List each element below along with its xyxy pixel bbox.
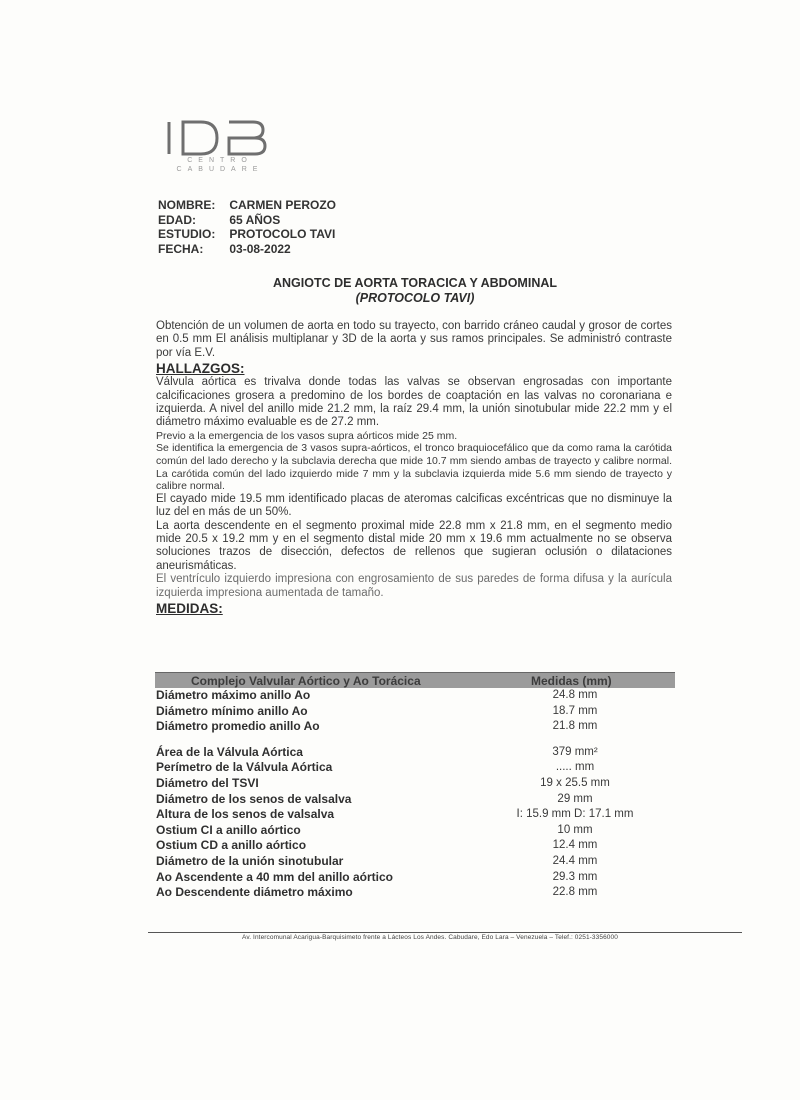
patient-age: 65 AÑOS xyxy=(229,212,281,227)
intro-paragraph: Obtención de un volumen de aorta en todo su trayecto, con barrido cráneo caudal y grosor de cortes en 0.5 mm El análisis multiplanar y 3D de la aorta y sus ramos principales. Se administró contraste por vía E.V. xyxy=(156,320,672,359)
name-label: NOMBRE: xyxy=(158,198,216,212)
row-label: Perímetro de la Válvula Aórtica xyxy=(156,760,333,775)
table-row xyxy=(155,719,675,735)
table-row xyxy=(155,854,675,870)
row-value: 29 mm xyxy=(557,792,593,805)
findings-arch: El cayado mide 19.5 mm identificado placas de ateromas calcificas excéntricas que no disminuye la luz del en más de un 50%. xyxy=(156,492,672,519)
age-row xyxy=(158,213,336,228)
name-row xyxy=(158,198,336,213)
table-group-valve xyxy=(155,745,675,901)
date-label: FECHA: xyxy=(158,241,204,256)
age-label: EDAD: xyxy=(158,212,196,227)
patient-name: CARMEN PEROZO xyxy=(229,198,337,212)
row-label: Área de la Válvula Aórtica xyxy=(156,744,303,759)
table-header xyxy=(155,672,675,688)
patient-date: 03-08-2022 xyxy=(229,241,291,256)
row-value: 24.8 mm xyxy=(552,689,598,701)
patient-info xyxy=(158,198,336,256)
table-row xyxy=(155,838,675,854)
footer-divider xyxy=(148,932,742,933)
report-title-block xyxy=(150,276,680,306)
row-value: 18.7 mm xyxy=(552,704,598,717)
patient-study: PROTOCOLO TAVI xyxy=(229,227,336,241)
row-label: Diámetro de la unión sinotubular xyxy=(156,853,344,868)
row-value: 29.3 mm xyxy=(552,870,598,883)
row-label: Diámetro promedio anillo Ao xyxy=(156,719,320,734)
report-body xyxy=(156,320,672,616)
table-row xyxy=(155,776,675,792)
row-label: Diámetro mínimo anillo Ao xyxy=(156,703,308,718)
table-row xyxy=(155,870,675,886)
date-row xyxy=(158,242,336,257)
row-value: 19 x 25.5 mm xyxy=(540,776,610,789)
study-row xyxy=(158,227,336,242)
footer-address: Av. Intercomunal Acarigua-Barquisimeto frente a Lácteos Los Andes. Cabudare, Edo Lara – Venezuela – Telef.: 0251-3356000 xyxy=(242,934,618,941)
row-value: ..... mm xyxy=(555,761,595,774)
table-row xyxy=(155,792,675,808)
report-title: ANGIOTC DE AORTA TORACICA Y ABDOMINAL xyxy=(272,276,558,290)
findings-descending-aorta: La aorta descendente en el segmento proximal mide 22.8 mm x 21.8 mm, en el segmento medio mide 20.5 x 19.2 mm y en el segmento distal mide 20 mm x 19.6 mm actualmente no se observa soluciones trazos de disección, defectos de rellenos que sugieran oclusión o dilataciones aneurismáticas. xyxy=(156,519,672,572)
row-value: 12.4 mm xyxy=(552,839,598,852)
row-label: Ao Ascendente a 40 mm del anillo aórtico xyxy=(156,869,393,884)
row-label: Ostium CI a anillo aórtico xyxy=(156,822,301,837)
row-value: 24.4 mm xyxy=(552,854,598,867)
row-label: Diámetro de los senos de valsalva xyxy=(156,791,352,806)
table-row xyxy=(155,688,675,704)
findings-heading: HALLAZGOS: xyxy=(156,361,245,377)
row-value: I: 15.9 mm D: 17.1 mm xyxy=(516,808,634,821)
row-label: Diámetro máximo anillo Ao xyxy=(156,688,311,702)
table-header-left: Complejo Valvular Aórtico y Ao Torácica xyxy=(191,674,421,688)
table-header-right: Medidas (mm) xyxy=(531,674,612,688)
table-row xyxy=(155,760,675,776)
table-row xyxy=(155,704,675,720)
table-row xyxy=(155,885,675,901)
table-spacer xyxy=(155,735,675,745)
findings-supraaortic-prior: Previo a la emergencia de los vasos supra aórticos mide 25 mm. xyxy=(156,429,458,442)
findings-ventricle: El ventrículo izquierdo impresiona con engrosamiento de sus paredes de forma difusa y la aurícula izquierda impresiona aumentada de tamaño. xyxy=(156,573,672,599)
report-subtitle: (PROTOCOLO TAVI) xyxy=(355,291,475,305)
row-value: 379 mm² xyxy=(552,745,598,758)
table-row xyxy=(155,823,675,839)
row-value: 21.8 mm xyxy=(552,720,598,733)
row-value: 22.8 mm xyxy=(552,886,598,899)
row-label: Ostium CD a anillo aórtico xyxy=(156,838,307,853)
table-group-annulus xyxy=(155,688,675,735)
findings-valve: Válvula aórtica es trivalva donde todas las valvas se observan engrosadas con importante calcificaciones grosera a predomino de los bordes de coaptación en las valvas no coronariana e izquierda. A nivel del anillo mide 21.2 mm, la raíz 29.4 mm, la unión sinotubular mide 22.2 mm y el diámetro máximo evaluable es de 27.2 mm. xyxy=(156,376,672,429)
study-label: ESTUDIO: xyxy=(158,227,216,241)
row-label: Ao Descendente diámetro máximo xyxy=(156,885,353,900)
findings-supraaortic-vessels: Se identifica la emergencia de 3 vasos supra-aórticos, el tronco braquiocefálico que da como rama la carótida común del lado derecho y la subclavia derecha que mide 10.7 mm siendo ambas de trayecto y calibre normal. La carótida común del lado izquierdo mide 7 mm y la subclavia izquierda mide 5.6 mm siendo de trayecto y calibre normal. xyxy=(156,442,672,493)
row-label: Diámetro del TSVI xyxy=(156,775,259,790)
measurements-table xyxy=(155,672,675,901)
table-row xyxy=(155,745,675,761)
row-label: Altura de los senos de valsalva xyxy=(156,807,335,822)
measures-heading: MEDIDAS: xyxy=(156,601,223,617)
row-value: 10 mm xyxy=(557,823,593,836)
table-row xyxy=(155,807,675,823)
logo-subtext: CENTRO CABUDARE xyxy=(176,157,264,173)
